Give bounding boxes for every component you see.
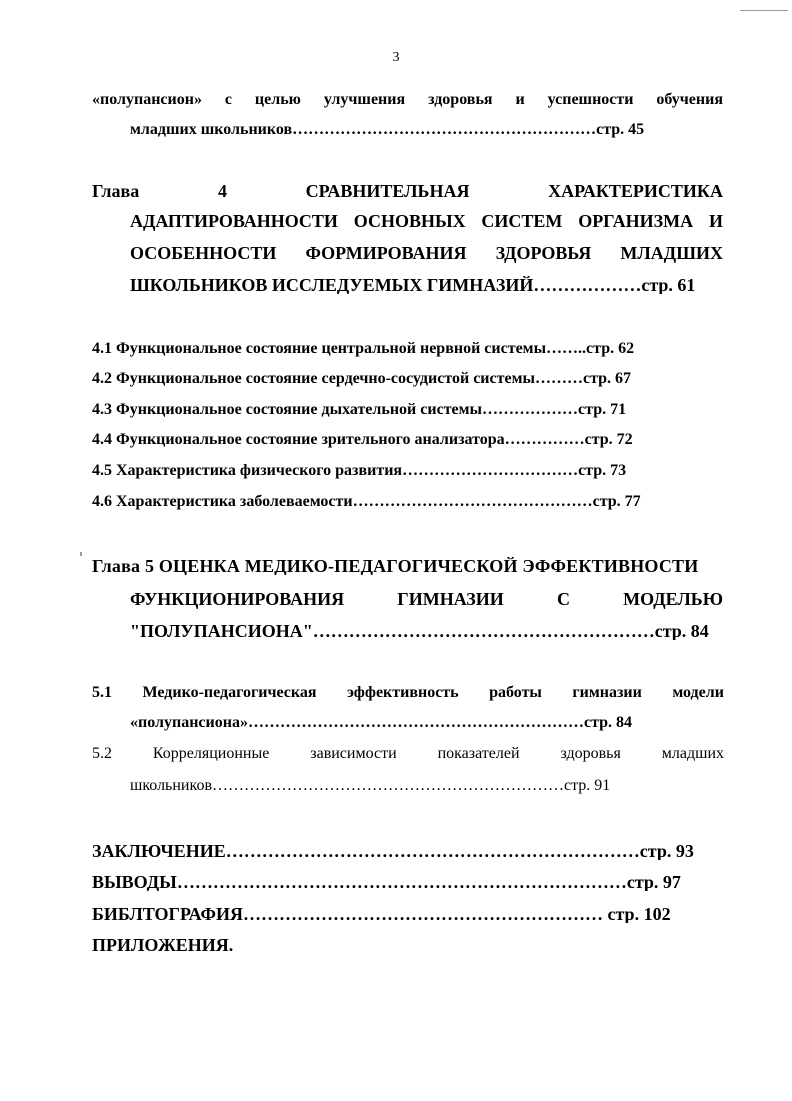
word: АДАПТИРОВАННОСТИ <box>130 211 338 231</box>
word: улучшения <box>323 91 406 108</box>
word: Глава <box>92 181 140 201</box>
word: 5.1 <box>92 684 112 701</box>
page-number: 3 <box>392 50 400 65</box>
word: целью <box>254 91 301 108</box>
word: здоровья <box>428 91 493 108</box>
word: модели <box>672 684 724 701</box>
toc-entry-5-2-line-2: школьников…………………………………………………………стр. 91 <box>130 778 611 794</box>
chapter-5-heading-line-3: "ПОЛУПАНСИОНА"…………………………………………………стр. 84 <box>130 622 709 640</box>
word: ФУНКЦИОНИРОВАНИЯ <box>130 589 345 609</box>
toc-entry-appendices: ПРИЛОЖЕНИЯ. <box>92 935 234 955</box>
word: и <box>515 91 525 108</box>
word: эффективность <box>346 684 459 701</box>
chapter-4-heading-line-3 <box>130 244 723 262</box>
word: С <box>556 589 570 609</box>
toc-entry-conclusion: ЗАКЛЮЧЕНИЕ……………………………………………………………стр. 93 <box>92 842 694 860</box>
word: гимназии <box>572 684 642 701</box>
word: «полупансион» <box>92 91 202 108</box>
word: с <box>224 91 232 108</box>
word: Медико-педагогическая <box>142 684 317 701</box>
word: успешности <box>547 91 634 108</box>
word: МЛАДШИХ <box>620 243 723 263</box>
chapter-5-heading-line-1: Глава 5 ОЦЕНКА МЕДИКО-ПЕДАГОГИЧЕСКОЙ ЭФФЕКТИВНОСТИ <box>92 557 699 575</box>
toc-entry-4-1: 4.1 Функциональное состояние центральной нервной системы……..стр. 62 <box>92 341 635 357</box>
word: ЗДОРОВЬЯ <box>495 243 592 263</box>
toc-entry-4-4: 4.4 Функциональное состояние зрительного анализатора……………стр. 72 <box>92 432 633 448</box>
word: ОСНОВНЫХ <box>353 211 466 231</box>
toc-entry-bibliography: БИБЛТОГРАФИЯ…………………………………………………… стр. 102 <box>92 905 671 923</box>
word: И <box>708 211 723 231</box>
word: младших <box>661 745 724 762</box>
word: ОСОБЕННОСТИ <box>130 243 277 263</box>
word: зависимости <box>310 745 397 762</box>
scan-mark <box>740 10 788 11</box>
toc-entry-4-5: 4.5 Характеристика физического развития……………………………стр. 73 <box>92 463 627 479</box>
word: ОРГАНИЗМА <box>578 211 694 231</box>
chapter-4-heading-line-1 <box>92 182 723 200</box>
chapter-4-heading-line-2 <box>130 212 723 230</box>
word: СРАВНИТЕЛЬНАЯ <box>305 181 470 201</box>
chapter-5-heading-line-2 <box>130 590 723 608</box>
word: обучения <box>656 91 723 108</box>
word: ГИМНАЗИИ <box>397 589 504 609</box>
word: Корреляционные <box>152 745 270 762</box>
word: показателей <box>437 745 520 762</box>
word: здоровья <box>560 745 621 762</box>
toc-entry-4-2: 4.2 Функциональное состояние сердечно-сосудистой системы………стр. 67 <box>92 371 632 387</box>
toc-continuation-line-1 <box>92 92 723 108</box>
toc-entry-5-1-line-1 <box>92 685 724 701</box>
word: ХАРАКТЕРИСТИКА <box>548 181 723 201</box>
word: работы <box>489 684 542 701</box>
word: СИСТЕМ <box>481 211 563 231</box>
toc-entry-5-1-line-2: «полупансиона»………………………………………………………стр. 84 <box>130 715 633 731</box>
word: 4 <box>217 181 227 201</box>
toc-entry-4-3: 4.3 Функциональное состояние дыхательной системы………………стр. 71 <box>92 402 627 418</box>
word: 5.2 <box>92 745 112 762</box>
scan-mark <box>80 552 82 556</box>
chapter-4-heading-line-4: ШКОЛЬНИКОВ ИССЛЕДУЕМЫХ ГИМНАЗИЙ………………стр. 61 <box>130 276 696 294</box>
toc-continuation-line-2: младших школьников…………………………………………………стр. 45 <box>130 122 645 138</box>
toc-entry-5-2-line-1 <box>92 746 724 762</box>
word: ФОРМИРОВАНИЯ <box>305 243 467 263</box>
toc-entry-4-6: 4.6 Характеристика заболеваемости………………………………………стр. 77 <box>92 494 641 510</box>
word: МОДЕЛЬЮ <box>623 589 723 609</box>
toc-entry-findings: ВЫВОДЫ…………………………………………………………………стр. 97 <box>92 873 681 891</box>
